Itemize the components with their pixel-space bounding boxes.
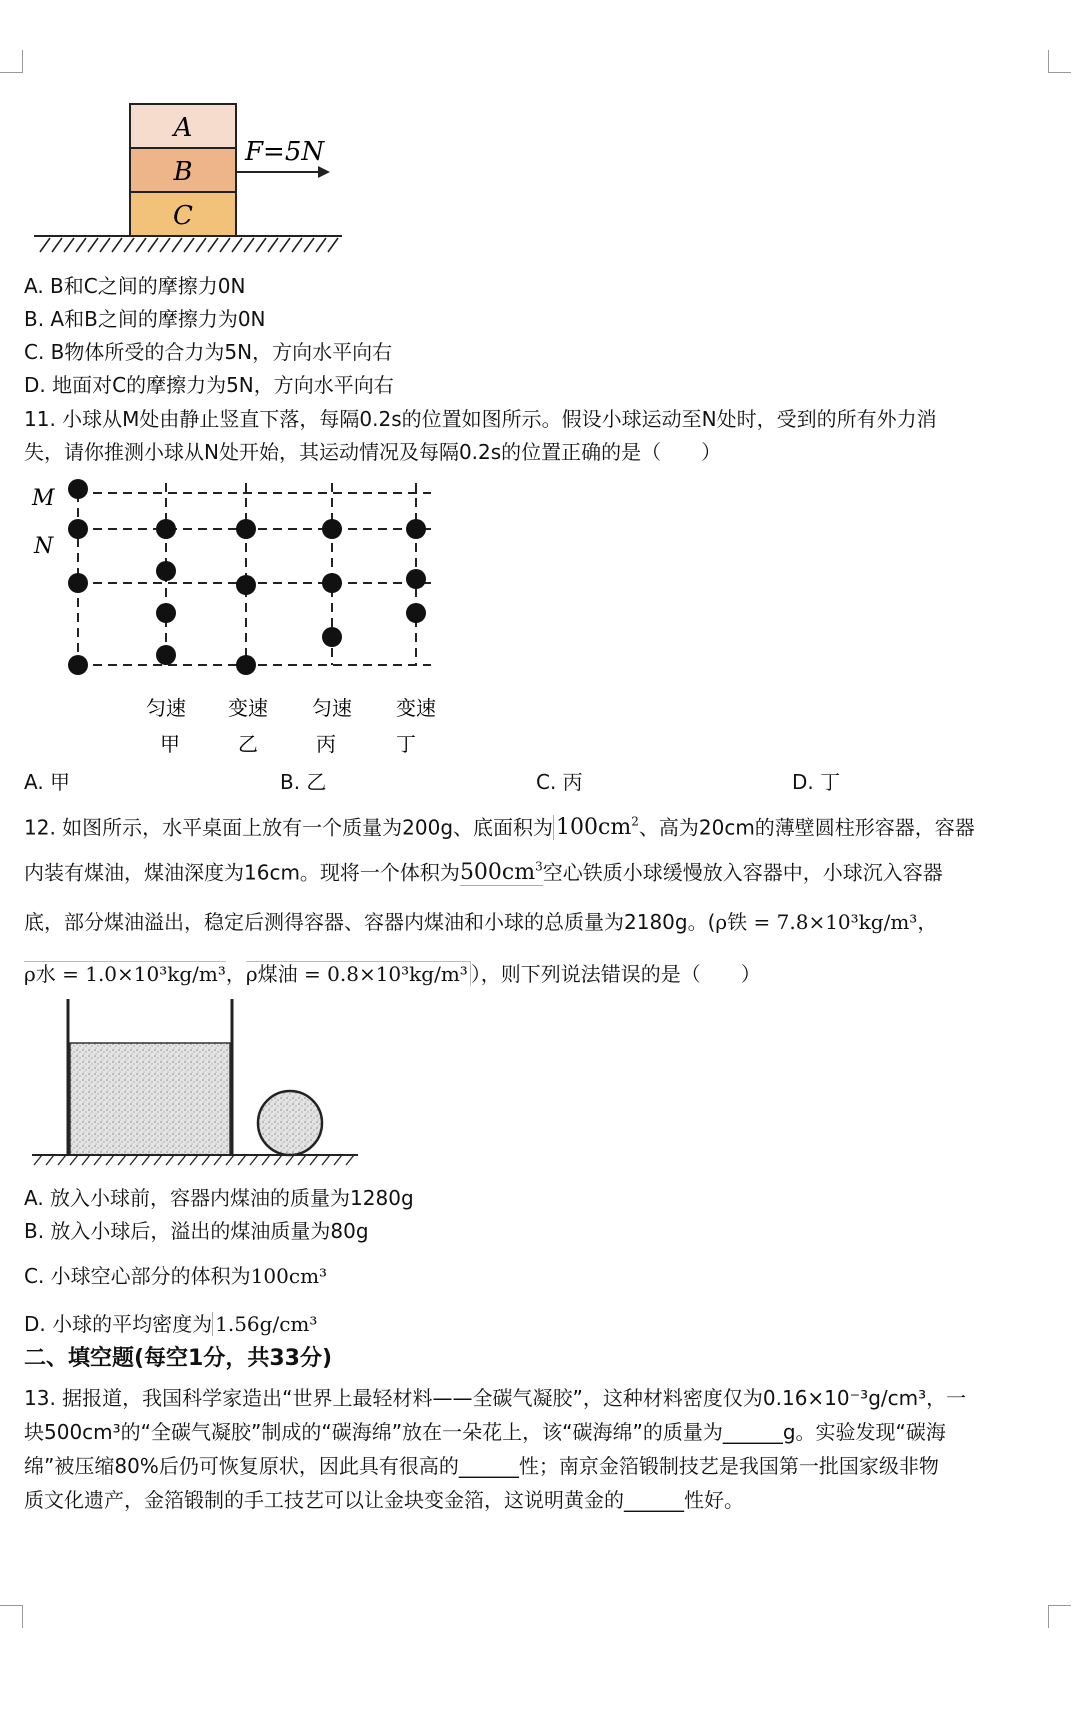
q11-option-a: A. 甲 (24, 770, 71, 794)
label-n: N (34, 534, 54, 559)
corner-mark-bottom-right (1048, 1605, 1071, 1628)
case-label-1: 甲 (160, 732, 180, 756)
corner-mark-top-right (1048, 50, 1071, 73)
q10-option-c: C. B物体所受的合力为5N，方向水平向右 (24, 340, 393, 364)
q10-option-d: D. 地面对C的摩擦力为5N，方向水平向右 (24, 373, 394, 397)
q12-option-b: B. 放入小球后，溢出的煤油质量为80g (24, 1219, 369, 1243)
ball-dots (68, 479, 426, 675)
container-ball-figure (28, 995, 368, 1175)
q12-stem-line-4: ρ水 = 1.0×10³kg/m³，ρ煤油 = 0.8×10³kg/m³ ），则下列说法错误的是（ ） (24, 962, 761, 986)
table-hatching (34, 1155, 354, 1165)
q11-stem-line-1: 11. 小球从M处由静止竖直下落，每隔0.2s的位置如图所示。假设小球运动至N处时，受到的所有外力消 (24, 407, 937, 431)
case-label-2: 乙 (238, 732, 258, 756)
motion-label-4: 变速 (396, 696, 436, 720)
q12-option-d (24, 1310, 317, 1338)
motion-label-1: 匀速 (146, 696, 186, 720)
q12-stem-line-2 (24, 853, 943, 887)
q12-stem-line-1 (24, 808, 975, 842)
ground-hatching (40, 238, 338, 252)
iron-ball (258, 1091, 322, 1155)
q10-option-a: A. B和C之间的摩擦力0N (24, 274, 246, 298)
label-m: M (32, 486, 55, 511)
block-a-label: A (173, 113, 193, 143)
kerosene (70, 1043, 230, 1155)
q12-option-c (24, 1262, 327, 1290)
q11-option-b: B. 乙 (280, 770, 327, 794)
stacked-blocks-figure (30, 100, 350, 260)
q12-option-d-text: D. 小球的平均密度为 (24, 1312, 213, 1336)
dashed-grid (78, 483, 431, 665)
q13-line-3: 绵”被压缩80%后仍可恢复原状，因此具有很高的______性；南京金箔锻制技艺是我国第一批国家级非物 (24, 1454, 939, 1478)
q12-text-1a: 12. 如图所示，水平桌面上放有一个质量为200g、底面积为 (24, 815, 554, 840)
rho-water: ρ水 = 1.0×10³kg/m³ (24, 962, 226, 986)
motion-label-3: 匀速 (312, 696, 352, 720)
q10-option-b: B. A和B之间的摩擦力为0N (24, 307, 266, 331)
q11-stem-line-2: 失，请你推测小球从N处开始，其运动情况及每隔0.2s的位置正确的是（ ） (24, 440, 722, 464)
q12-stem-line-3: 底，部分煤油溢出，稳定后测得容器、容器内煤油和小球的总质量为2180g。(ρ铁 = 7.8×10³kg/m³， (24, 910, 938, 934)
corner-mark-top-left (0, 50, 23, 73)
corner-mark-bottom-left (0, 1605, 23, 1628)
q13-line-4: 质文化遗产，金箔锻制的手工技艺可以让金块变金箔，这说明黄金的______性好。 (24, 1488, 744, 1512)
ball-positions-figure (26, 475, 446, 765)
q12-option-c-text: C. 小球空心部分的体积为 (24, 1264, 251, 1288)
q12-option-a: A. 放入小球前，容器内煤油的质量为1280g (24, 1186, 414, 1210)
q12-text-2a: 内装有煤油，煤油深度为16cm。现将一个体积为 (24, 860, 460, 885)
q12-text-2b: 空心铁质小球缓慢放入容器中，小球沉入容器 (542, 860, 943, 885)
block-c-label: C (173, 201, 193, 231)
q13-line-1: 13. 据报道，我国科学家造出“世界上最轻材料——全碳气凝胶”，这种材料密度仅为0.16×10⁻³g/cm³，一 (24, 1386, 967, 1410)
rho-iron: ρ铁 = 7.8×10³kg/m³ (715, 910, 918, 934)
section-2-heading: 二、填空题(每空1分，共33分) (24, 1346, 333, 1371)
q11-option-d: D. 丁 (792, 770, 841, 794)
q12-option-c-value: 100cm³ (250, 1264, 328, 1288)
force-label: F=5N (245, 137, 325, 167)
q12-option-d-value: 1.56g/cm³ (212, 1312, 317, 1336)
block-b-label: B (173, 157, 193, 187)
rho-oil: ρ煤油 = 0.8×10³kg/m³ (246, 961, 471, 986)
q12-area-value: $100cm^2$ (553, 815, 639, 840)
case-label-4: 丁 (396, 732, 416, 756)
q13-line-2: 块500cm³的“全碳气凝胶”制成的“碳海绵”放在一朵花上，该“碳海绵”的质量为______g。实验发现“碳海 (24, 1420, 946, 1444)
q12-text-1b: 、高为20cm的薄壁圆柱形容器，容器 (638, 815, 975, 840)
q11-option-c: C. 丙 (536, 770, 583, 794)
q12-text-3a: 底，部分煤油溢出，稳定后测得容器、容器内煤油和小球的总质量为2180g。( (24, 910, 716, 934)
q12-volume-value: $500cm^3$ (459, 860, 543, 886)
motion-label-2: 变速 (228, 696, 268, 720)
q12-text-4: ），则下列说法错误的是（ ） (470, 962, 761, 986)
force-arrowhead (318, 166, 330, 178)
case-label-3: 丙 (316, 732, 336, 756)
